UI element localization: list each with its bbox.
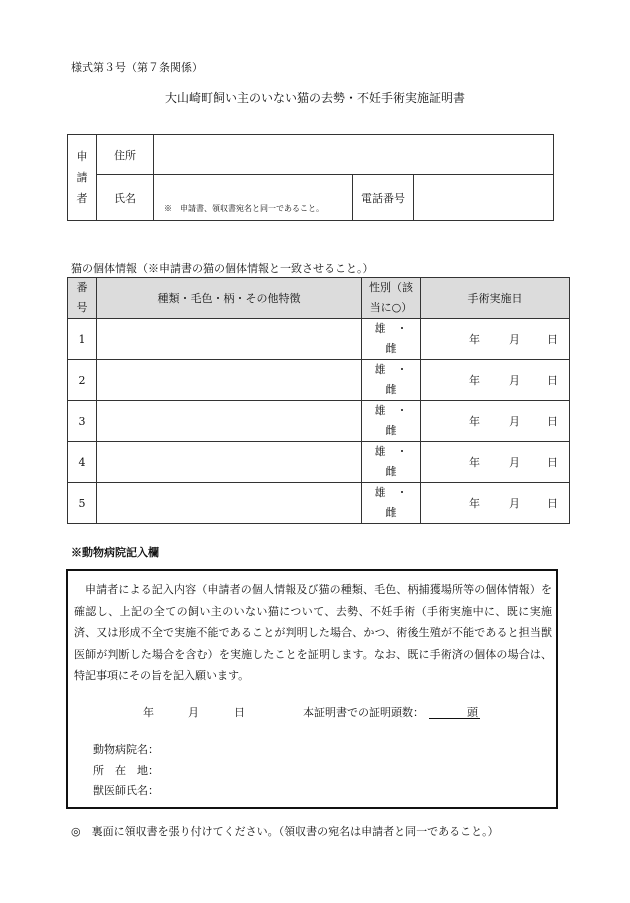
day-label: 日: [547, 374, 558, 387]
year-label: 年: [469, 374, 480, 387]
sex-field[interactable]: [362, 401, 421, 442]
sex-field[interactable]: [362, 483, 421, 524]
clinic-statement: 申請者による記入内容（申請者の個人情報及び猫の種類、毛色、柄捕獲場所等の個体情報）を確認し、上記の全ての飼い主のいない猫について、去勢、不妊手術（手術実施中に、既に実施済、又は形成不全で実施不能であることが判明した場合、かつ、術後生殖が不能であると担当獣医師が判断した場合を含む）を実施したことを証明します。なお、既に手術済の個体の場合は、特記事項にその旨を記入願います。: [74, 583, 552, 682]
form-number: 様式第３号（第７条関係）: [71, 61, 203, 74]
header-sex-line: 当に○）: [369, 301, 413, 314]
row-number: 3: [68, 401, 97, 442]
applicant-table: [67, 134, 554, 221]
row-number: 2: [68, 360, 97, 401]
applicant-vertical-label: [68, 135, 97, 221]
table-row: [68, 483, 570, 524]
header-sex: [362, 278, 421, 319]
sex-field[interactable]: [362, 360, 421, 401]
location-label: 所 在 地：: [93, 764, 159, 777]
date-field[interactable]: [421, 442, 570, 483]
header-description: 種類・毛色・柄・その他特徴: [97, 278, 362, 319]
row-number: 4: [68, 442, 97, 483]
clinic-year-label: 年: [143, 706, 154, 719]
sex-female-option[interactable]: 雌: [385, 424, 397, 437]
sex-field[interactable]: [362, 319, 421, 360]
clinic-caption: ※動物病院記入欄: [71, 546, 159, 559]
name-field[interactable]: [154, 175, 353, 221]
sex-male-option[interactable]: 雄 ・: [374, 322, 408, 335]
sex-female-option[interactable]: 雌: [385, 342, 397, 355]
date-field[interactable]: [421, 360, 570, 401]
date-field[interactable]: [421, 319, 570, 360]
sex-male-option[interactable]: 雄 ・: [374, 363, 408, 376]
clinic-month-label: 月: [188, 706, 199, 719]
vet-label: 獣医師氏名：: [93, 784, 159, 797]
sex-field[interactable]: [362, 442, 421, 483]
year-label: 年: [469, 333, 480, 346]
applicant-label-char: 者: [76, 192, 88, 205]
name-note: ※ 申請書、領収書宛名と同一であること。: [164, 204, 324, 213]
footer-note: ◎ 裏面に領収書を張り付けてください。（領収書の宛名は申請者と同一であること。）: [71, 825, 499, 838]
month-label: 月: [509, 497, 520, 510]
description-field[interactable]: [97, 360, 362, 401]
month-label: 月: [509, 374, 520, 387]
row-number: 1: [68, 319, 97, 360]
year-label: 年: [469, 415, 480, 428]
month-label: 月: [509, 456, 520, 469]
table-row: [68, 442, 570, 483]
header-date: 手術実施日: [421, 278, 570, 319]
hospital-label: 動物病院名：: [93, 743, 159, 756]
description-field[interactable]: [97, 483, 362, 524]
day-label: 日: [547, 415, 558, 428]
sex-male-option[interactable]: 雄 ・: [374, 445, 408, 458]
cats-header-row: [68, 278, 570, 319]
clinic-day-label: 日: [234, 706, 245, 719]
date-field[interactable]: [421, 483, 570, 524]
table-row: [68, 319, 570, 360]
phone-label: 電話番号: [353, 175, 414, 221]
day-label: 日: [547, 333, 558, 346]
sex-male-option[interactable]: 雄 ・: [374, 486, 408, 499]
year-label: 年: [469, 497, 480, 510]
address-field[interactable]: [154, 135, 554, 175]
applicant-label-char: 請: [76, 171, 88, 184]
sex-female-option[interactable]: 雌: [385, 506, 397, 519]
phone-field[interactable]: [414, 175, 554, 221]
name-label: 氏名: [97, 175, 154, 221]
cats-caption: 猫の個体情報（※申請書の猫の個体情報と一致させること。）: [71, 262, 374, 275]
sex-female-option[interactable]: 雌: [385, 383, 397, 396]
description-field[interactable]: [97, 442, 362, 483]
day-label: 日: [547, 497, 558, 510]
document-title: 大山崎町飼い主のいない猫の去勢・不妊手術実施証明書: [164, 91, 465, 105]
month-label: 月: [509, 415, 520, 428]
cats-table: [67, 277, 570, 524]
date-field[interactable]: [421, 401, 570, 442]
table-row: [68, 401, 570, 442]
address-label: 住所: [97, 135, 154, 175]
sex-female-option[interactable]: 雌: [385, 465, 397, 478]
count-label: 本証明書での証明頭数：: [303, 706, 424, 719]
sex-male-option[interactable]: 雄 ・: [374, 404, 408, 417]
table-row: [68, 360, 570, 401]
description-field[interactable]: [97, 401, 362, 442]
applicant-label-char: 申: [76, 150, 88, 163]
day-label: 日: [547, 456, 558, 469]
month-label: 月: [509, 333, 520, 346]
header-number-char: 号: [76, 301, 88, 314]
header-number-char: 番: [76, 281, 88, 294]
count-unit: 頭: [467, 706, 478, 719]
description-field[interactable]: [97, 319, 362, 360]
row-number: 5: [68, 483, 97, 524]
header-sex-line: 性別（該: [369, 281, 413, 294]
header-number: [68, 278, 97, 319]
year-label: 年: [469, 456, 480, 469]
